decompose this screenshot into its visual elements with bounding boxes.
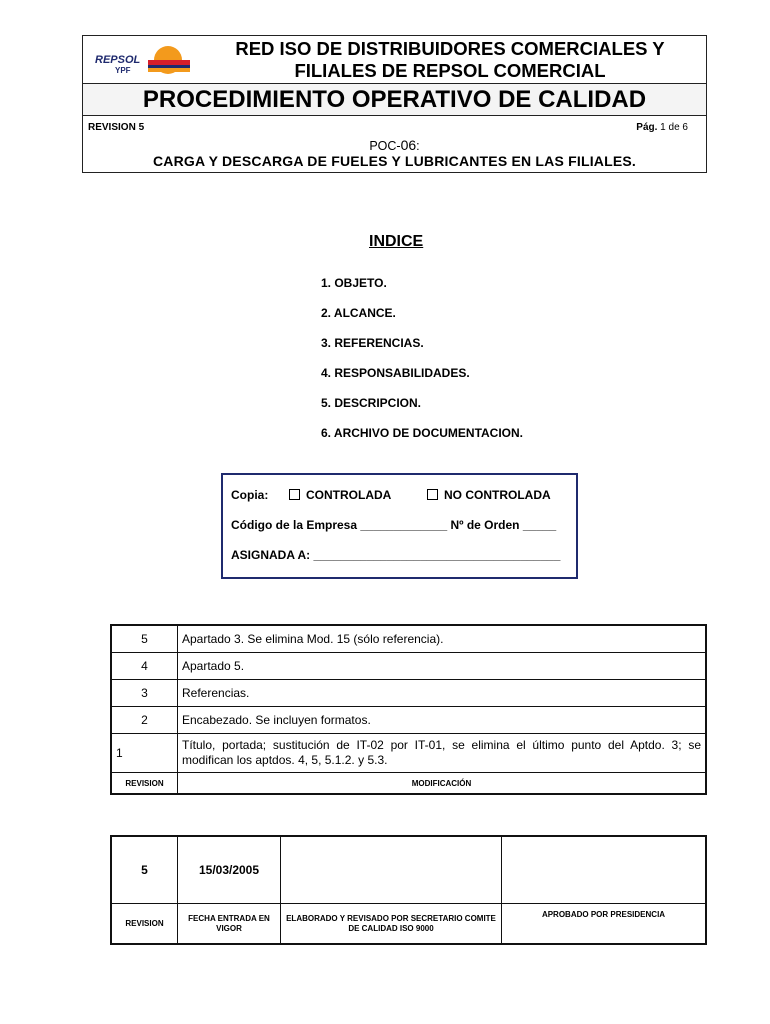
repsol-ypf-logo — [93, 45, 198, 77]
document-header — [82, 35, 707, 173]
controlada-option[interactable] — [289, 488, 391, 502]
index-item-referencias: 3. REFERENCIAS. — [321, 336, 424, 350]
header-top-row — [83, 36, 706, 84]
asignada-field[interactable]: ASIGNADA A: _____________________________________ — [231, 548, 561, 562]
modification-cell: Título, portada; sustitución de IT-02 por IT-01, se elimina el último punto del Aptdo. 3; se modifican los aptdos. 4, 5, 5.1.2. y 5.3. — [178, 734, 707, 773]
page-label-prefix: Pág. — [636, 122, 658, 133]
table-header-row — [111, 773, 706, 795]
org-title-line2: FILIALES DE REPSOL COMERCIAL — [294, 60, 606, 81]
poc-suffix: : — [416, 139, 420, 153]
approval-revision-header: REVISION — [111, 904, 178, 945]
no-controlada-checkbox[interactable] — [427, 489, 438, 500]
revision-label: REVISION 5 — [88, 122, 145, 133]
table-row — [111, 734, 706, 773]
approval-date-header: FECHA ENTRADA EN VIGOR — [178, 904, 281, 945]
no-controlada-label: NO CONTROLADA — [444, 488, 551, 502]
poc-code — [83, 137, 706, 153]
index-item-responsabilidades: 4. RESPONSABILIDADES. — [321, 366, 470, 380]
copia-label: Copia: — [231, 488, 269, 502]
poc-title: CARGA Y DESCARGA DE FUELES Y LUBRICANTES EN LAS FILIALES. — [152, 153, 637, 169]
controlada-checkbox[interactable] — [289, 489, 300, 500]
index-item-alcance: 2. ALCANCE. — [321, 306, 396, 320]
modification-cell: Apartado 3. Se elimina Mod. 15 (sólo referencia). — [178, 625, 707, 653]
svg-text:YPF: YPF — [115, 66, 131, 75]
aprobado-header: APROBADO POR PRESIDENCIA — [502, 904, 707, 945]
page-label-count: 1 de 6 — [657, 122, 688, 133]
revision-cell: 2 — [111, 707, 178, 734]
revision-history-table — [110, 624, 707, 795]
modification-header: MODIFICACIÓN — [178, 773, 707, 795]
approval-header-row — [111, 904, 706, 945]
index-item-archivo: 6. ARCHIVO DE DOCUMENTACION. — [321, 426, 524, 440]
approval-values-row — [111, 836, 706, 904]
procedure-title-row — [83, 84, 706, 116]
revision-cell: 4 — [111, 653, 178, 680]
poc-prefix: POC- — [369, 139, 401, 153]
page-number — [636, 122, 688, 133]
svg-text:REPSOL: REPSOL — [95, 54, 141, 66]
modification-cell: Referencias. — [178, 680, 707, 707]
table-row — [111, 625, 706, 653]
table-row — [111, 680, 706, 707]
index-item-descripcion: 5. DESCRIPCION. — [321, 396, 422, 410]
revision-cell: 3 — [111, 680, 178, 707]
modification-cell: Apartado 5. — [178, 653, 707, 680]
copy-control-box — [221, 473, 578, 579]
revision-cell: 1 — [111, 734, 178, 773]
procedure-title: PROCEDIMIENTO OPERATIVO DE CALIDAD — [142, 86, 647, 113]
codigo-empresa-field[interactable]: Código de la Empresa _____________ Nº de Orden _____ — [231, 518, 557, 532]
aprobado-signature-cell — [502, 836, 707, 904]
elaborado-signature-cell — [281, 836, 502, 904]
no-controlada-option[interactable] — [427, 488, 551, 502]
approval-table — [110, 835, 707, 945]
revision-header: REVISION — [111, 773, 178, 795]
revision-cell: 5 — [111, 625, 178, 653]
poc-number: 06 — [400, 137, 417, 153]
elaborado-header: ELABORADO Y REVISADO POR SECRETARIO COMITE DE CALIDAD ISO 9000 — [281, 904, 502, 945]
organization-title — [195, 38, 705, 82]
org-title-line1: RED ISO DE DISTRIBUIDORES COMERCIALES Y — [235, 38, 665, 59]
table-row — [111, 653, 706, 680]
index-item-objeto: 1. OBJETO. — [321, 276, 387, 290]
approval-revision-value: 5 — [111, 836, 178, 904]
index-title: INDICE — [369, 233, 424, 250]
approval-date-value: 15/03/2005 — [178, 836, 281, 904]
controlada-label: CONTROLADA — [306, 488, 392, 502]
table-row — [111, 707, 706, 734]
modification-cell: Encabezado. Se incluyen formatos. — [178, 707, 707, 734]
